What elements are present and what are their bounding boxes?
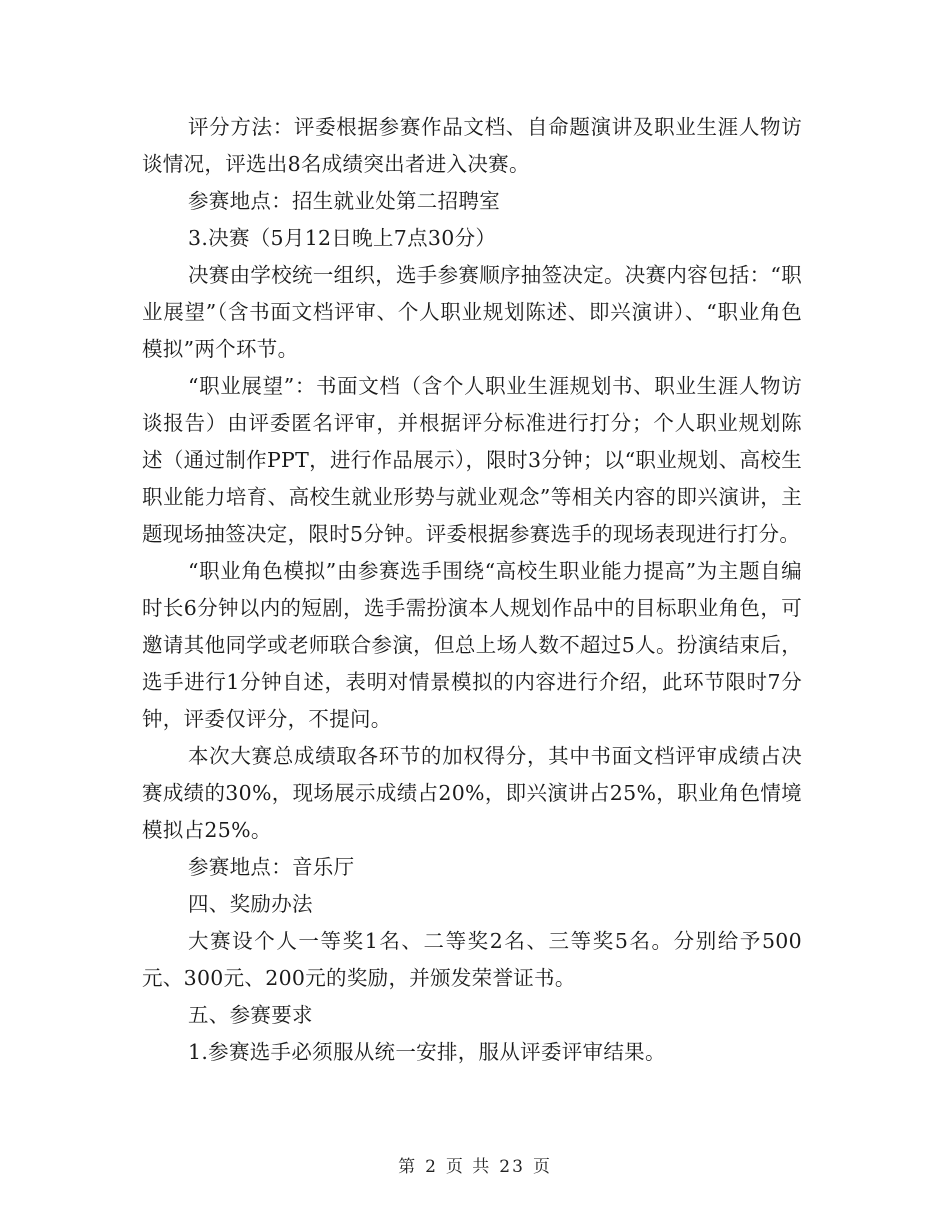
paragraph-semifinal-venue: 参赛地点：招生就业处第二招聘室: [188, 189, 500, 213]
page-number: 2: [425, 1157, 438, 1177]
footer-prefix: 第: [398, 1157, 418, 1177]
paragraph-final-venue: 参赛地点：音乐厅: [188, 855, 355, 879]
footer-suffix: 页: [532, 1157, 552, 1177]
paragraph-scoring-method: 评分方法：评委根据参赛作品文档、自命题演讲及职业生涯人物访谈情况，评选出8名成绩突出者进入决赛。: [142, 115, 802, 176]
paragraph-career-outlook: “职业展望”：书面文档（含个人职业生涯规划书、职业生涯人物访谈报告）由评委匿名评审，并根据评分标准进行打分；个人职业规划陈述（通过制作PPT，进行作品展示），限时3分钟；以“职业规划、高校生职业能力培育、高校生就业形势与就业观念”等相关内容的即兴演讲，主题现场抽签决定，限时5分钟。评委根据参赛选手的现场表现进行打分。: [142, 374, 802, 546]
paragraph-requirement-1: 1.参赛选手必须服从统一安排，服从评委评审结果。: [188, 1040, 666, 1064]
heading-final-round: 3.决赛（5月12日晚上7点30分）: [188, 226, 497, 250]
heading-requirements: 五、参赛要求: [188, 1003, 313, 1027]
document-body: [142, 109, 802, 1071]
paragraph-role-simulation: “职业角色模拟”由参赛选手围绕“高校生职业能力提高”为主题自编时长6分钟以内的短剧，选手需扮演本人规划作品中的目标职业角色，可邀请其他同学或老师联合参演，但总上场人数不超过5人。扮演结束后，选手进行1分钟自述，表明对情景模拟的内容进行介绍，此环节限时7分钟，评委仅评分，不提问。: [142, 559, 802, 731]
page-footer: [0, 1152, 950, 1177]
paragraph-awards: 大赛设个人一等奖1名、二等奖2名、三等奖5名。分别给予500元、300元、200元的奖励，并颁发荣誉证书。: [142, 929, 802, 990]
paragraph-score-weights: 本次大赛总成绩取各环节的加权得分，其中书面文档评审成绩占决赛成绩的30%，现场展示成绩占20%，即兴演讲占25%，职业角色情境模拟占25%。: [142, 744, 802, 842]
heading-awards: 四、奖励办法: [188, 892, 313, 916]
total-pages: 23: [499, 1157, 525, 1177]
footer-middle: 页 共: [445, 1157, 492, 1177]
paragraph-final-intro: 决赛由学校统一组织，选手参赛顺序抽签决定。决赛内容包括：“职业展望”（含书面文档评审、个人职业规划陈述、即兴演讲）、“职业角色模拟”两个环节。: [142, 263, 802, 361]
